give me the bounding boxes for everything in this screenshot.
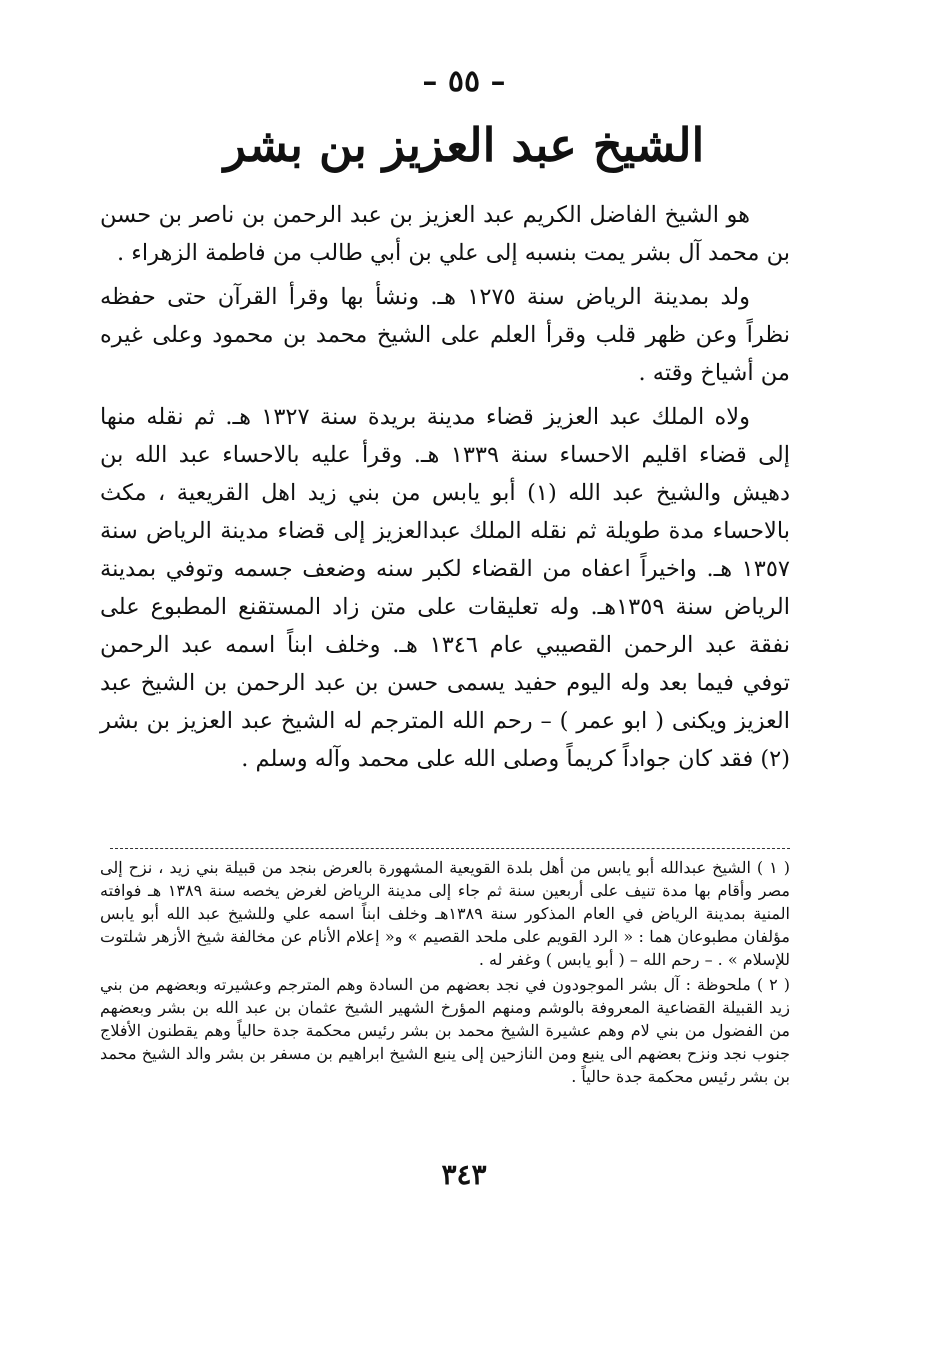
paragraph-career: ولاه الملك عبد العزيز قضاء مدينة بريدة سنة ١٣٢٧ هـ. ثم نقله منها إلى قضاء اقليم الاحساء سنة ١٣٣٩ هـ. وقرأ عليه بالاحساء عبد الله بن دهيش والشيخ عبد الله (١) أبو يابس من بني زيد اهل القريعية ، مكث بالاحساء مدة طويلة ثم نقله الملك عبدالعزيز إلى قضاء مدينة الرياض سنة ١٣٥٧ هـ. واخيراً اعفاه من القضاء لكبر سنه وضعف جسمه وتوفي بمدينة الرياض سنة ١٣٥٩هـ. وله تعليقات على متن زاد المستقنع المطبوع على نفقة عبد الرحمن القصيبي عام ١٣٤٦ هـ. وخلف ابناً اسمه عبد الرحمن توفي فيما بعد وله اليوم حفيد يسمى حسن بن عبد الرحمن بن الشيخ عبد العزيز ويكنى ( ابو عمر ) – رحم الله المترجم له الشيخ عبد العزيز بن بشر (٢) فقد كان جواداً كريماً وصلى الله على محمد وآله وسلم . — [100, 404, 790, 772]
paragraph-lineage: هو الشيخ الفاضل الكريم عبد العزيز بن عبد الرحمن بن ناصر بن حسن بن محمد آل بشر يمت بنسبه إلى علي بن أبي طالب من فاطمة الزهراء . — [100, 202, 790, 266]
page-title: الشيخ عبد العزيز بن بشر — [223, 118, 705, 172]
footnote-divider — [110, 848, 790, 849]
footnote-1: ( ١ ) الشيخ عبدالله أبو يابس من أهل بلدة القويعية المشهورة بالعرض بنجد من قبيلة بني زيد ، نزح إلى مصر وأقام بها مدة تنيف على أربعين سنة ثم جاء إلى مدينة الرياض لغرض يخصه سنة ١٣٨٩ هـ فوافته المنية بمدينة الرياض في العام المذكور سنة ١٣٨٩هـ وخلف ابناً اسمه علي وللشيخ عبد الله أبو يابس مؤلفان مطبوعان هما : « الرد القويم على ملحد القصيم » و« إعلام الأنام عن مخالفة شيخ الأزهر شلتوت للإسلام » . – رحم الله – ( أبو يابس ) وغفر له . — [100, 858, 791, 969]
page-number: ٣٤٣ — [441, 1158, 487, 1191]
footnotes — [100, 856, 790, 1090]
header-page-mark: – ٥٥ – — [422, 64, 506, 99]
footnote-2: ( ٢ ) ملحوظة : آل بشر الموجودون في نجد بعضهم من السادة وهم المترجم وعشيرته وبعضهم من بني زيد القبيلة القضاعية المعروفة بالوشم ومنهم المؤرخ الشهير الشيخ عثمان بن عبد الله بن بشر وبعضهم من الفضول من بني لام وهم عشيرة الشيخ محمد بن بشر رئيس محكمة جدة حالياً وهم يقطنون الأفلاج جنوب نجد ونزح بعضهم الى ينبع ومن النازحين إلى ينبع الشيخ ابراهيم بن مسفر بن بشر والد الشيخ محمد بن بشر رئيس محكمة جدة حالياً . — [100, 975, 790, 1086]
main-text — [100, 196, 790, 784]
paragraph-birth: ولد بمدينة الرياض سنة ١٢٧٥ هـ. ونشأ بها وقرأ القرآن حتى حفظه نظراً وعن ظهر قلب وقرأ العلم على الشيخ محمد بن محمود وعلى غيره من أشياخ وقته . — [100, 284, 790, 386]
